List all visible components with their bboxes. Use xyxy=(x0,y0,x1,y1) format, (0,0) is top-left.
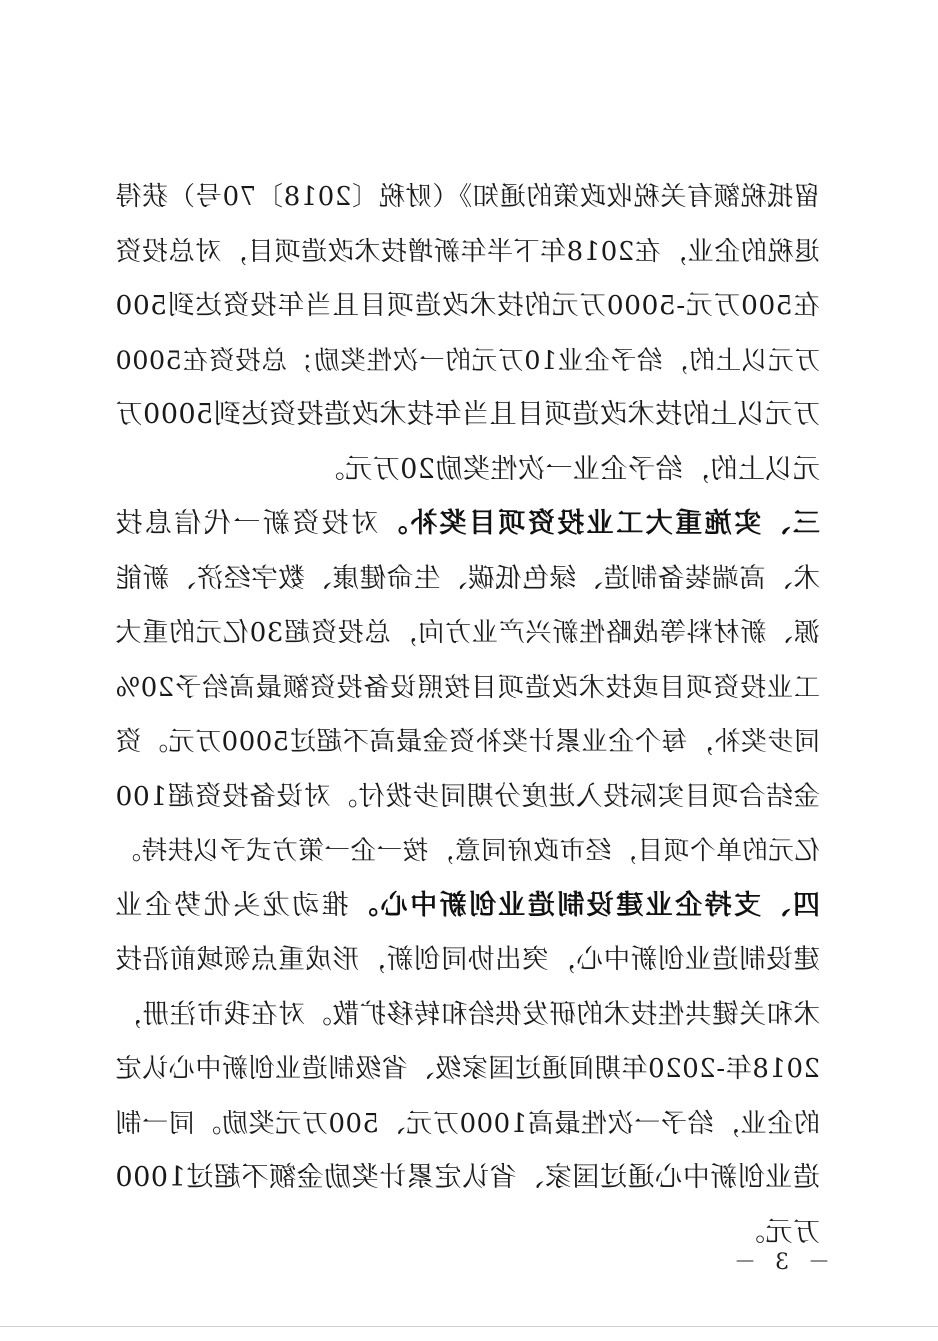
line-text: 造业创新中心通过国家、省认定累计奖励金额不超过1000 xyxy=(115,1162,820,1193)
section-heading-3 xyxy=(115,497,820,552)
line-text: 在500万元-5000万元的技术改造项目且当年投资达到500 xyxy=(115,290,820,321)
text-line-13 xyxy=(115,824,820,879)
text-line-20 xyxy=(115,1206,820,1261)
heading-text: 三、实施重大工业投资项目奖补。 xyxy=(378,508,820,539)
line-text: 同步奖补，每个企业累计奖补资金最高不超过5000万元。资 xyxy=(115,727,820,757)
line-text: 万元以上的，给予企业10万元的一次性奖励；总投资在5000 xyxy=(115,345,820,376)
bottom-divider xyxy=(0,1326,938,1327)
line-text: 金结合项目实际投入进度分期同步拨付。对设备投资超100 xyxy=(115,780,820,812)
line-text: 的企业，给予一次性最高1000万元、500万元奖励。同一制 xyxy=(115,1108,820,1139)
line-text: 工业投资项目或技术改造项目按照设备投资额最高给予20% xyxy=(115,672,820,703)
page-number: － 3 － xyxy=(728,1250,830,1275)
text-line-3 xyxy=(115,279,820,334)
text-line-11 xyxy=(115,715,820,770)
text-line-4 xyxy=(115,334,820,389)
line-text: 术、高端装备制造、绿色低碳、生命健康、数字经济、新能 xyxy=(115,562,820,594)
body-text xyxy=(115,170,820,1260)
text-line-10 xyxy=(115,661,820,716)
line-text: 2018年-2020年期间通过国家级、省级制造业创新中心认定 xyxy=(115,1054,820,1084)
line-text: 亿元的单个项目，经市政府同意，按一企一策方式予以扶持。 xyxy=(115,836,820,866)
text-line-2 xyxy=(115,225,820,280)
line-text: 推动龙头优势企业 xyxy=(114,889,349,921)
line-text: 元以上的，给予企业一次性奖励20万元。 xyxy=(317,453,820,485)
text-line-19 xyxy=(115,1151,820,1206)
line-text: 万元以上的技术改造项目且当年技术改造投资达到5000万 xyxy=(115,399,820,430)
text-line-8 xyxy=(115,552,820,607)
text-line-6 xyxy=(115,443,820,498)
line-text: 源、新材料等战略性新兴产业方向，总投资超30亿元的重大 xyxy=(115,618,820,648)
text-line-9 xyxy=(115,606,820,661)
heading-text: 四、支持企业建设制造业创新中心。 xyxy=(348,889,820,921)
text-line-15 xyxy=(115,933,820,988)
line-text: 建设制造业创新中心，突出协同创新，形成重点领域前沿技 xyxy=(115,944,820,975)
text-line-18 xyxy=(115,1097,820,1152)
line-text: 对投资新一代信息技 xyxy=(114,508,379,539)
line-text: 留抵税额有关税收政策的通知》（财税〔2018〕70号）获得 xyxy=(115,182,820,212)
text-line-16 xyxy=(115,988,820,1043)
text-line-12 xyxy=(115,770,820,825)
text-line-17 xyxy=(115,1042,820,1097)
section-heading-4 xyxy=(115,879,820,934)
text-line-5 xyxy=(115,388,820,443)
line-text: 退税的企业，在2018年下半年新增技术改造项目，对总投资 xyxy=(115,236,820,267)
line-text: 万元。 xyxy=(737,1216,820,1248)
line-text: 术和关键共性技术的研发供给和转移扩散。对在我市注册， xyxy=(115,998,820,1030)
text-line-1 xyxy=(115,170,820,225)
